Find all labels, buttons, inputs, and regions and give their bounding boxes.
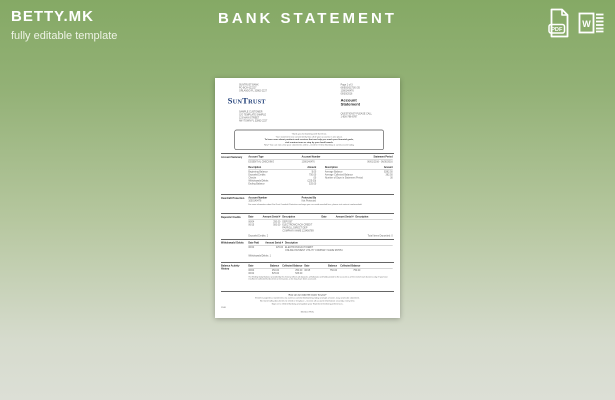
table-row: Number of Days in Statement Period 30 — [324, 176, 393, 180]
account-type: ESSENTIAL CHECKING — [248, 160, 275, 163]
customer-address — [239, 110, 267, 122]
column-header: Description — [284, 241, 298, 244]
meta-line: 1000140476 — [340, 89, 354, 92]
overdraft-footnote: For more information about SunTrust Overdraft Protection and ways you can avoid overdraft fees, please visit suntrust.com/overdraft. — [248, 203, 363, 206]
footer-line: How can we make life easier for you? — [288, 293, 327, 297]
column-header: Description — [324, 166, 338, 169]
bank-address-line: PO BOX 622227 — [238, 86, 257, 89]
section-overdraft-protection — [221, 194, 394, 213]
notice-line: Your statement now conveniently lists all of your accounts in one place. — [275, 135, 343, 138]
column-header: Description — [282, 215, 296, 219]
column-header: Balance — [328, 264, 337, 267]
customer-address-line: ANYTOWN FL 32862-2227 — [238, 119, 268, 122]
page-title: BANK STATEMENT — [218, 10, 397, 27]
table-row: Average Collected Balance 362.50 — [324, 173, 393, 177]
questions-line: 1-800-786-8787 — [340, 115, 358, 119]
footer-line: Enroll in paperless statements via suntrust.com/onlinebanking today and get a faster, easy and safe statement. — [255, 296, 360, 300]
table-row: 06/04 250.00 DEPOSIT — [248, 220, 293, 223]
column-header: Amount Serial # — [335, 215, 354, 219]
table-row: 06/22 525.00 525.00 — [248, 272, 303, 275]
questions-line: QUESTIONS? PLEASE CALL — [340, 112, 372, 116]
pdf-icon[interactable] — [547, 8, 571, 38]
table-row: 06/22 225.00 ELECTRONIC/ACH DEBIT — [248, 246, 314, 249]
customer-address-line: 123 MAIN STREET — [238, 116, 260, 119]
table-row: PAYROLL DIRECT DEP COMPANY NAME 123456789 — [282, 226, 314, 232]
column-header: Statement Period — [373, 155, 393, 159]
section-label: Account Summary — [220, 155, 243, 159]
questions-block — [341, 113, 388, 119]
section-balance-activity-history — [221, 262, 394, 290]
overdraft-protected-by: Not Protected — [301, 199, 316, 203]
column-header: Description — [355, 215, 369, 219]
column-header: Date Paid — [248, 241, 259, 244]
table-row: Deposits/Credits 750.00 — [248, 173, 317, 177]
footer-line: No more bulky documents to shred or misplace - receive all account information securely, every time. — [259, 299, 356, 303]
notice-line: To learn more about products and services that can help you reach your financial goals, — [264, 138, 354, 141]
table-row: Withdrawals/Debits (225.00) — [248, 179, 317, 183]
statement-header — [221, 83, 394, 122]
section-label: Overdraft Protection — [220, 196, 245, 200]
column-header: Date — [248, 264, 254, 267]
meta-line: 66/E00/0175/0 /35 — [340, 86, 360, 89]
notice-box — [234, 130, 384, 150]
column-header: Date — [321, 215, 327, 219]
account-number: 1000140476 — [301, 160, 315, 163]
table-row: Average Balance $362.50 — [324, 170, 393, 174]
footer-code: 1508 — [220, 306, 226, 309]
footer-line: Sign on to Online Banking and update your Statement Delivery preferences. — [271, 302, 344, 305]
statement-footer — [221, 291, 394, 315]
brand-tagline: fully editable template — [11, 30, 118, 42]
suntrust-logo: SUNTRUST — [227, 95, 266, 106]
word-icon-letter: W — [582, 18, 591, 29]
deposits-total: Deposits/Credits: 2 — [248, 234, 269, 238]
table-row: ONLINE PAYMENT UTILITY COMPANY NAME 987654 — [284, 249, 343, 252]
column-header: Collected Balance — [282, 264, 303, 267]
column-header: Amount Serial # — [265, 241, 283, 244]
balance-history-footnote: The Ending Daily Balance provided by this history reflects all deposits, withdrawals and holds posted to the account as of the end of each business day. If you have insufficient collected funds when an item posts, a fee may have been assessed. — [248, 275, 388, 281]
column-header: Amount — [383, 166, 393, 169]
download-icons — [547, 8, 605, 38]
section-label: Withdrawals/ Debits — [220, 241, 244, 245]
overdraft-account-number: 1000140476 — [248, 199, 262, 203]
customer-address-line: SAMPLE CUSTOMER — [238, 110, 263, 113]
table-row: 06/15 500.00 ELECTRONIC/ACH CREDIT — [248, 223, 313, 226]
column-header: Collected Balance — [340, 264, 361, 267]
table-row: 06/04 250.00 250.00 06/15 750.00 750.00 — [248, 269, 361, 272]
summary-right — [325, 166, 393, 186]
statement-page — [215, 78, 400, 318]
section-label: Balance Activity History — [220, 264, 240, 271]
table-row: Ending Balance 525.00 — [248, 182, 317, 186]
notice-line: Thank you for banking with SunTrust. — [291, 132, 327, 135]
notice-line: visit suntrust.com or stop by your local branch. — [285, 141, 334, 144]
statement-document — [215, 78, 400, 318]
customer-address-line: C/O TEMPLATE SAMPLE — [238, 113, 267, 116]
column-header: Account Type — [248, 155, 264, 159]
column-header: Account Number — [248, 196, 268, 200]
statement-period: 06/01/2016 - 06/30/2016 — [367, 160, 393, 163]
meta-line: 06/30/2016 — [340, 92, 353, 95]
pdf-icon-label: PDF — [551, 27, 563, 33]
items-deposited-total: Total Items Deposited: 0 — [367, 234, 393, 238]
bank-address-line: SUNTRUST BANK — [238, 83, 259, 86]
withdrawals-total: Withdrawals/Debits: 1 — [248, 254, 271, 257]
meta-line: Page 1 of 3 — [340, 83, 353, 86]
section-account-summary — [221, 153, 394, 194]
section-withdrawals-debits — [221, 239, 394, 262]
column-header: Balance — [270, 264, 279, 267]
statement-title: Account Statement — [340, 97, 361, 107]
column-header: Protected By — [301, 196, 317, 200]
bank-address — [239, 83, 267, 92]
column-header: Description — [248, 166, 262, 169]
summary-left — [248, 166, 316, 186]
brand-logo: BETTY.MK — [11, 8, 94, 25]
table-row: Beginning Balance $.00 — [248, 170, 317, 174]
column-header: Date — [248, 215, 254, 219]
notice-line: New! You can now view your statements online - enroll in Online Banking at suntrust.com today. — [264, 144, 355, 147]
column-header: Amount — [307, 166, 317, 169]
word-icon[interactable] — [578, 8, 605, 38]
section-deposits-credits — [221, 213, 394, 239]
table-row: Checks .00 — [248, 176, 317, 180]
statement-meta — [341, 83, 388, 95]
column-header: Amount Serial # — [262, 215, 281, 219]
column-header: Date — [304, 264, 310, 267]
member-fdic: Member FDIC — [300, 310, 315, 314]
bank-address-line: ORLANDO FL 32862-2227 — [238, 89, 267, 92]
section-label: Deposits/ Credits — [220, 215, 241, 219]
column-header: Account Number — [301, 155, 321, 159]
